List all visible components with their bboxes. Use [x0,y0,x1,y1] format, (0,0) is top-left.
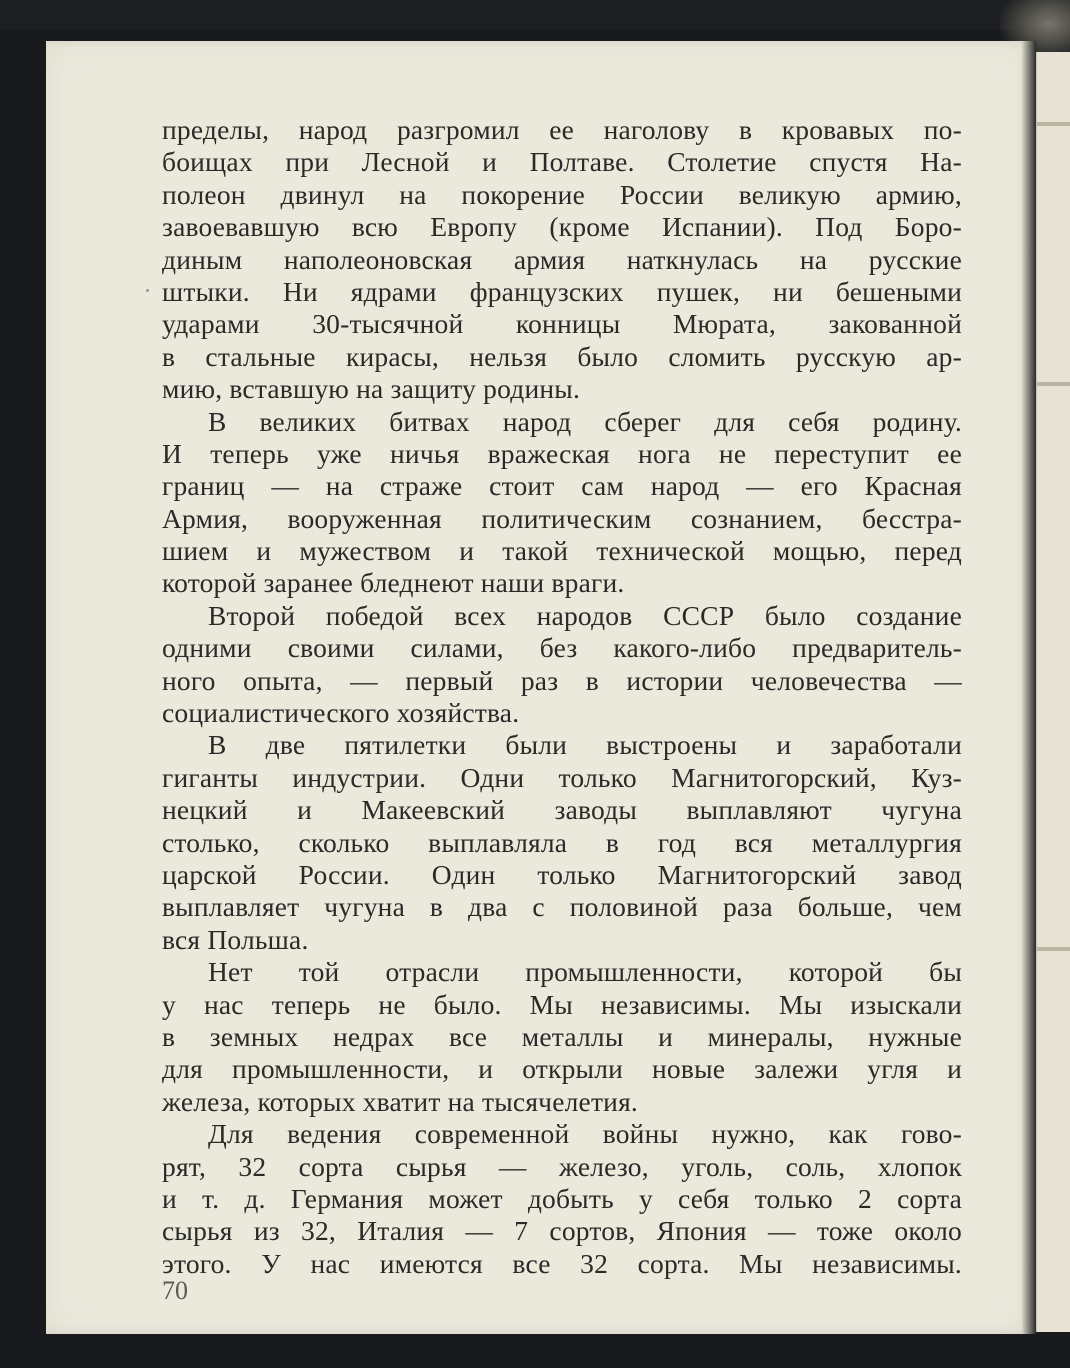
text-line: социалистического хозяйства. [162,697,520,729]
text-line: полеон двинул на покорение России великую армию, [162,178,962,210]
text-line: этого. У нас имеются все 32 сорта. Мы независимы. [162,1247,962,1279]
text-line: царской России. Один только Магнитогорский завод [162,858,962,890]
text-line: Второй победой всех народов СССР было создание [208,599,962,631]
paragraph [162,729,962,956]
body-text [162,114,962,1280]
text-line: выплавляет чугуна в два с половиной раза больше, чем [162,891,962,923]
scanner-bed-edge [0,0,1070,30]
text-line: мию, вставшую на защиту родины. [162,373,581,405]
text-line: вся Польша. [162,923,309,955]
text-line: ного опыта, — первый раз в истории человечества — [162,664,962,696]
text-line: для промышленности, и открыли новые залежи угля и [162,1053,962,1085]
page-edge-notch [1037,122,1070,126]
text-line: пределы, народ разгромил ее наголову в кровавых по- [162,114,962,145]
page-edge-notch [1037,947,1070,951]
text-line: рят, 32 сорта сырья — железо, уголь, соль, хлопок [162,1150,962,1182]
text-line: Нет той отрасли промышленности, которой бы [208,956,962,988]
paragraph [162,114,962,406]
text-line: Для ведения современной войны нужно, как гово- [208,1118,962,1150]
text-line: столько, сколько выплавляла в год вся металлургия [162,826,962,858]
text-line: штыки. Ни ядрами французских пушек, ни бешеными [162,275,962,307]
text-line: одними своими силами, без какого-либо предваритель- [162,632,962,664]
text-line: в земных недрах все металлы и минералы, нужные [162,1020,962,1052]
text-line: гиганты индустрии. Одни только Магнитогорский, Куз- [162,761,962,793]
ink-speck [146,289,149,292]
text-line: границ — на страже стоит сам народ — его Красная [162,470,962,502]
text-line: железа, которых хватит на тысячелетия. [162,1085,638,1117]
text-line: сырья из 32, Италия — 7 сортов, Япония — тоже около [162,1215,962,1247]
text-line: нецкий и Макеевский заводы выплавляют чугуна [162,794,962,826]
paragraph [162,406,962,600]
text-line: диным наполеоновская армия наткнулась на русские [162,243,962,275]
text-line: и т. д. Германия может добыть у себя только 2 сорта [162,1182,962,1214]
text-line: И теперь уже ничья вражеская нога не переступит ее [162,437,962,469]
text-line: которой заранее бледнеют наши враги. [162,567,625,599]
next-page-edge [1036,52,1070,1332]
paragraph [162,956,962,1118]
text-line: боищах при Лесной и Полтаве. Столетие спустя На- [162,146,962,178]
page-gutter [1022,41,1036,1334]
text-line: шием и мужеством и такой технической мощью, перед [162,535,962,567]
page-edge-notch [1037,382,1070,386]
text-line: ударами 30-тысячной конницы Мюрата, закованной [162,308,962,340]
text-line: В великих битвах народ сберег для себя родину. [208,405,962,437]
paragraph [162,1118,962,1280]
page-number: 70 [162,1276,188,1305]
text-line: В две пятилетки были выстроены и заработали [208,729,962,761]
text-line: завоевавшую всю Европу (кроме Испании). Под Боро- [162,211,962,243]
text-line: Армия, вооруженная политическим сознанием, бесстра- [162,502,962,534]
paragraph [162,600,962,730]
text-line: в стальные кирасы, нельзя было сломить русскую ар- [162,340,962,372]
text-line: у нас теперь не было. Мы независимы. Мы изыскали [162,988,962,1020]
